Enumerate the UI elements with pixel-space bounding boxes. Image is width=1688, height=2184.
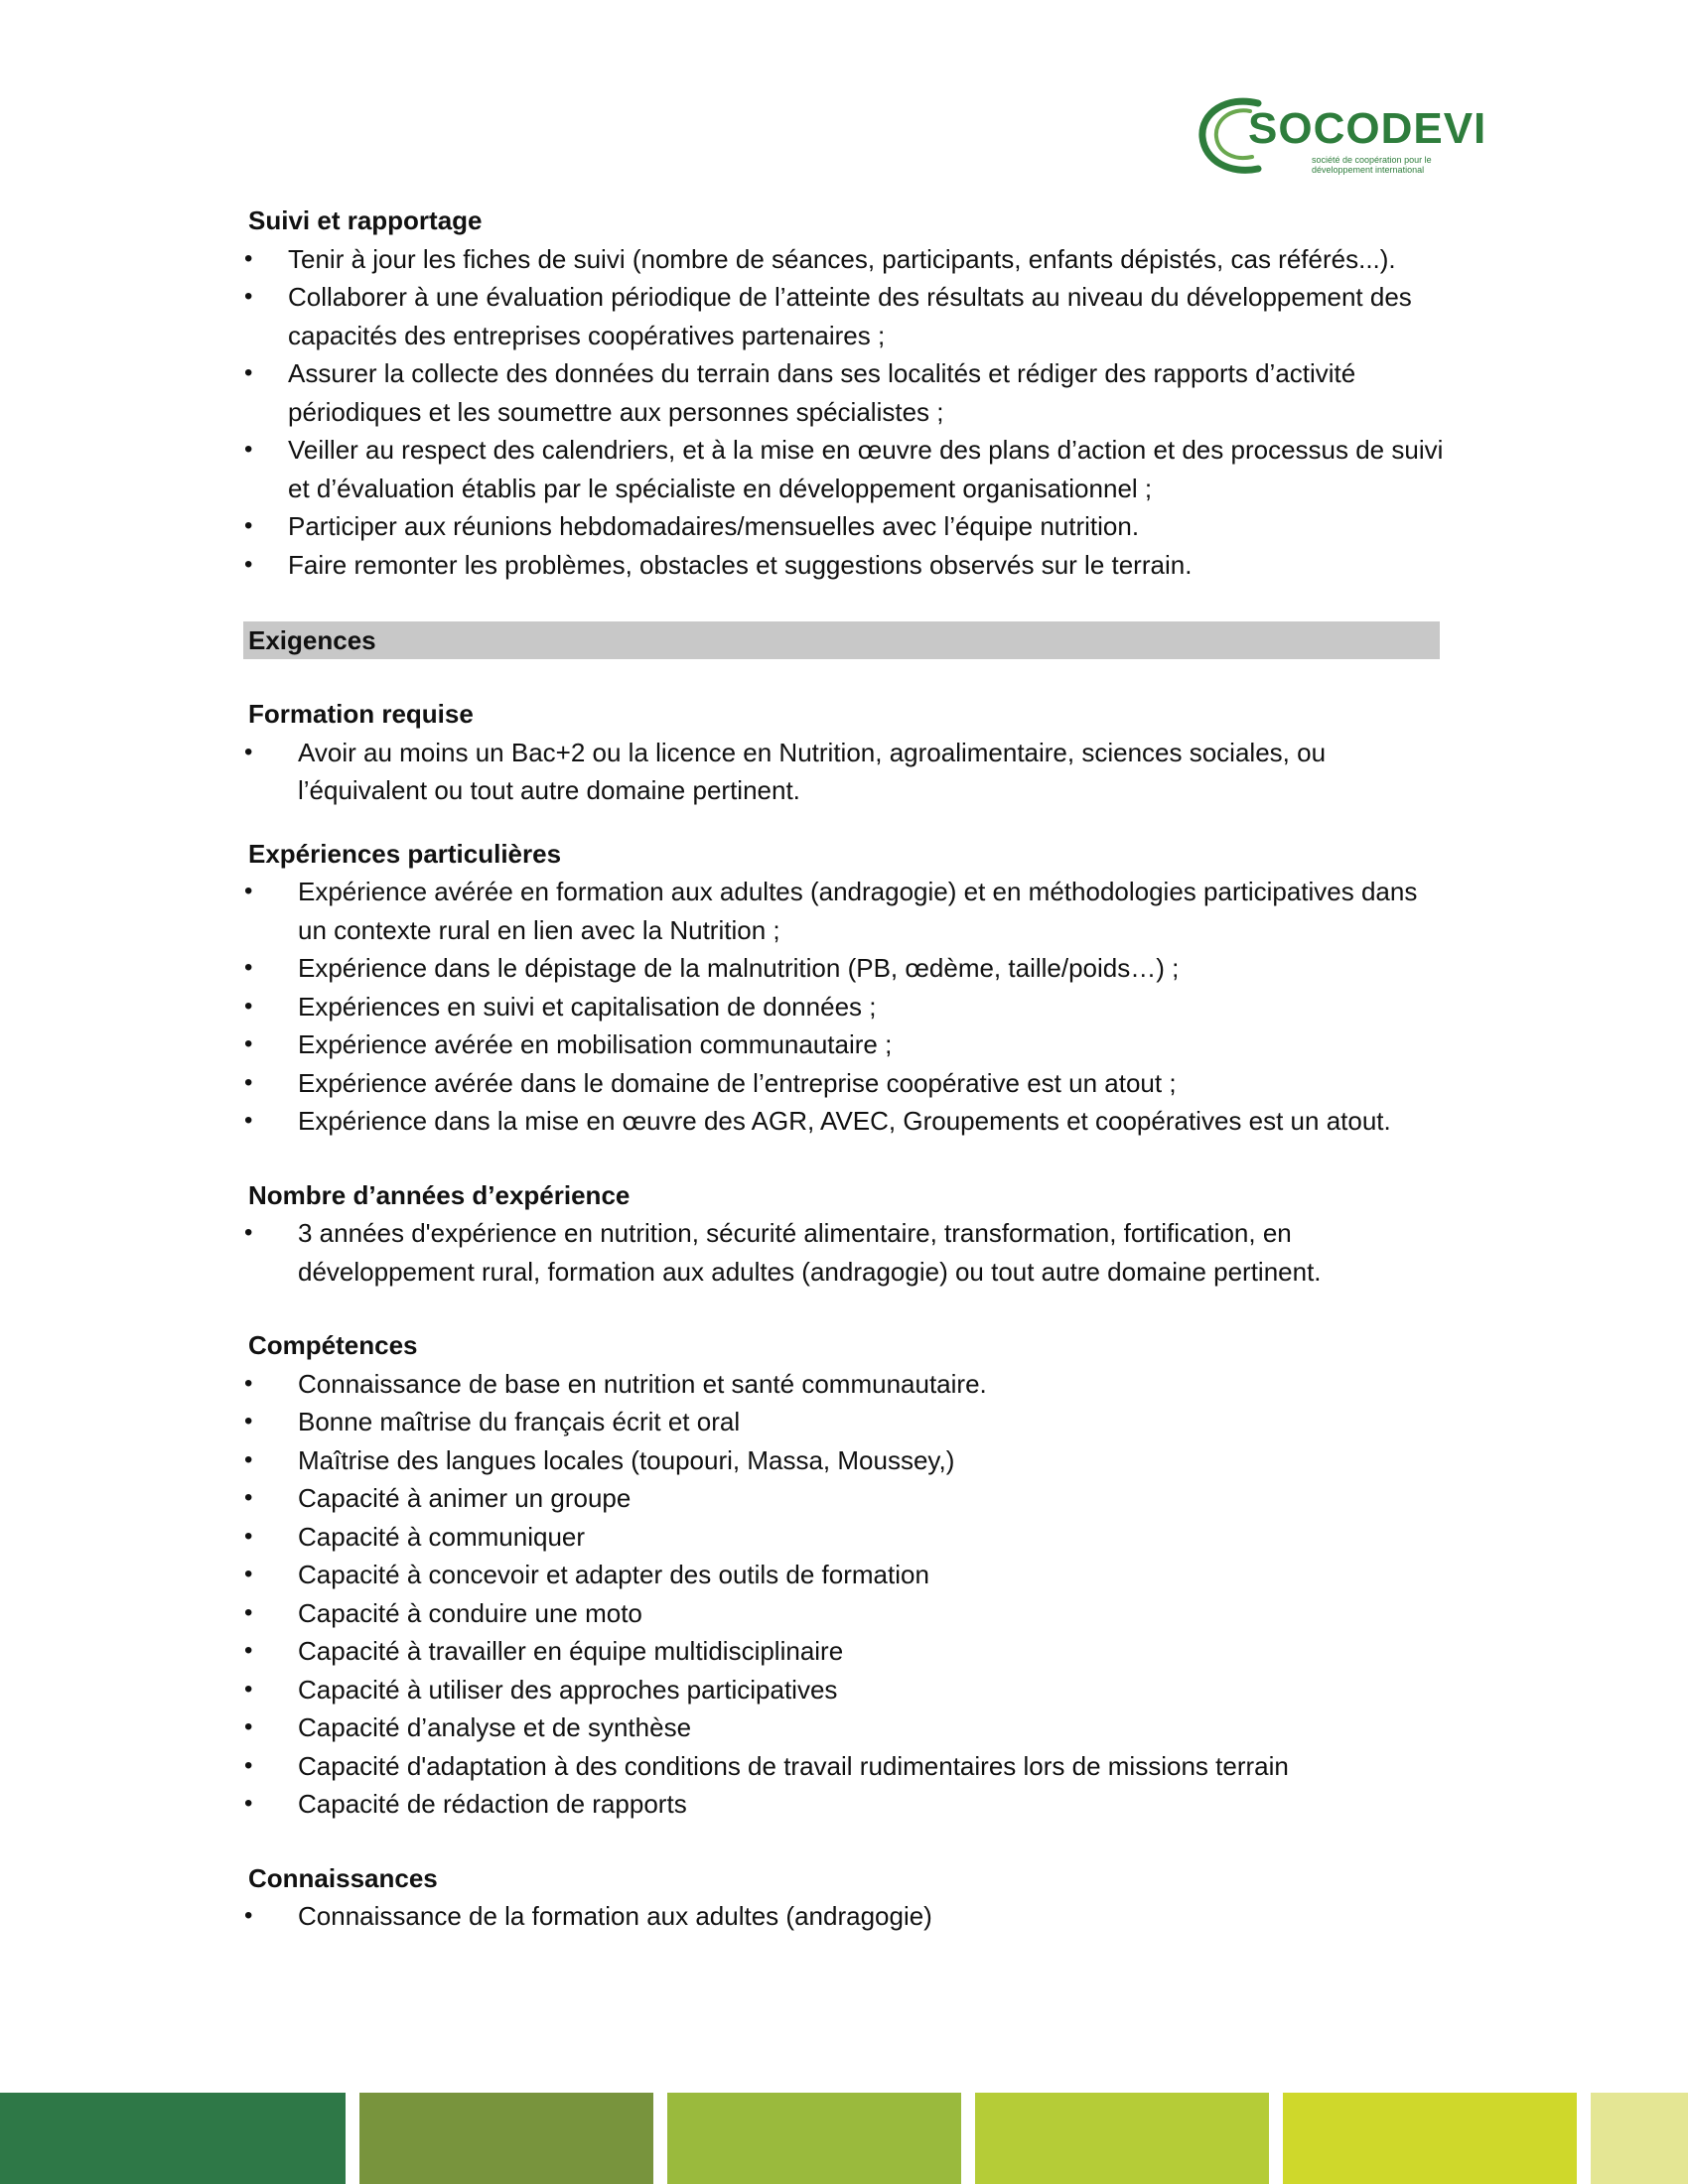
bullet-icon: • bbox=[244, 1408, 253, 1434]
list-item: • Bonne maîtrise du français écrit et oral bbox=[248, 1403, 1445, 1441]
list-item: • Expérience avérée en mobilisation communautaire ; bbox=[248, 1025, 1445, 1064]
bullet-icon: • bbox=[244, 1369, 253, 1397]
list-annees bbox=[244, 1214, 1445, 1291]
bullet-icon: • bbox=[244, 1713, 253, 1740]
bullet-icon: • bbox=[244, 1751, 253, 1779]
list-item: • Capacité à communiquer bbox=[248, 1518, 1445, 1557]
section-bar-exigences: Exigences bbox=[243, 621, 1440, 659]
list-item: • Capacité à utiliser des approches participatives bbox=[248, 1671, 1445, 1709]
list-item: • Connaissance de base en nutrition et santé communautaire. bbox=[248, 1365, 1445, 1404]
list-item: • Capacité à travailler en équipe multidisciplinaire bbox=[248, 1632, 1445, 1671]
list-item: • Capacité à animer un groupe bbox=[248, 1479, 1445, 1518]
bullet-icon: • bbox=[244, 1522, 253, 1550]
bullet-icon: • bbox=[244, 1219, 253, 1246]
bullet-icon: • bbox=[244, 878, 253, 904]
section-title-suivi: Suivi et rapportage bbox=[248, 205, 483, 235]
list-item: • Collaborer à une évaluation périodique de l’atteinte des résultats au niveau du développement des capacités des entreprises coopératives partenaires ; bbox=[248, 278, 1445, 354]
section-title-connaissances: Connaissances bbox=[248, 1862, 438, 1893]
list-item: • Assurer la collecte des données du terrain dans ses localités et rédiger des rapports d’activité périodiques et les soumettre aux personnes spécialistes ; bbox=[248, 354, 1445, 431]
bullet-icon: • bbox=[244, 1902, 253, 1929]
list-item: • 3 années d'expérience en nutrition, sécurité alimentaire, transformation, fortification, en développement rural, formation aux adultes (andragogie) ou tout autre domaine pertinent. bbox=[248, 1214, 1445, 1291]
bullet-icon: • bbox=[244, 1675, 253, 1703]
list-item: • Capacité de rédaction de rapports bbox=[248, 1785, 1445, 1824]
list-item: • Expérience avérée en formation aux adultes (andragogie) et en méthodologies participatives dans un contexte rural en lien avec la Nutrition ; bbox=[248, 873, 1445, 949]
logo-tagline: société de coopération pour le développement international bbox=[1312, 155, 1432, 175]
bullet-icon: • bbox=[244, 1598, 253, 1626]
footer-stripe bbox=[975, 2093, 1269, 2184]
footer-stripe bbox=[1591, 2093, 1688, 2184]
list-item: • Maîtrise des langues locales (toupouri, Massa, Moussey,) bbox=[248, 1441, 1445, 1480]
list-item: • Expérience dans la mise en œuvre des AGR, AVEC, Groupements et coopératives est un atout. bbox=[248, 1102, 1445, 1141]
list-item: • Expérience avérée dans le domaine de l’entreprise coopérative est un atout ; bbox=[248, 1064, 1445, 1103]
footer-stripe bbox=[1283, 2093, 1577, 2184]
list-suivi bbox=[244, 240, 1445, 585]
list-item: • Faire remonter les problèmes, obstacles et suggestions observés sur le terrain. bbox=[248, 546, 1445, 585]
list-item: • Expériences en suivi et capitalisation de données ; bbox=[248, 988, 1445, 1026]
bullet-icon: • bbox=[244, 283, 253, 310]
list-item: • Capacité d’analyse et de synthèse bbox=[248, 1708, 1445, 1747]
bullet-icon: • bbox=[244, 1107, 253, 1134]
bullet-icon: • bbox=[244, 1790, 253, 1817]
list-item: • Avoir au moins un Bac+2 ou la licence en Nutrition, agroalimentaire, sciences sociales, ou l’équivalent ou tout autre domaine pertinent. bbox=[248, 734, 1445, 810]
bullet-icon: • bbox=[244, 550, 253, 578]
list-formation bbox=[244, 734, 1445, 810]
list-item: • Expérience dans le dépistage de la malnutrition (PB, œdème, taille/poids…) ; bbox=[248, 949, 1445, 988]
list-competences bbox=[244, 1365, 1445, 1824]
section-title-formation: Formation requise bbox=[248, 699, 474, 729]
bullet-icon: • bbox=[244, 1561, 253, 1587]
section-title-competences: Compétences bbox=[248, 1330, 418, 1360]
bullet-icon: • bbox=[244, 512, 253, 539]
bullet-icon: • bbox=[244, 738, 253, 765]
bullet-icon: • bbox=[244, 1068, 253, 1096]
bullet-icon: • bbox=[244, 1030, 253, 1057]
bullet-icon: • bbox=[244, 436, 253, 463]
list-item: • Capacité d'adaptation à des conditions de travail rudimentaires lors de missions terrain bbox=[248, 1747, 1445, 1786]
document-body bbox=[244, 202, 1445, 1936]
section-title-annees: Nombre d’années d’expérience bbox=[248, 1179, 631, 1210]
bullet-icon: • bbox=[244, 1445, 253, 1473]
footer-stripe bbox=[0, 2093, 346, 2184]
footer-color-band bbox=[0, 2093, 1688, 2184]
list-item: • Capacité à conduire une moto bbox=[248, 1594, 1445, 1633]
list-item: • Capacité à concevoir et adapter des outils de formation bbox=[248, 1556, 1445, 1594]
footer-stripe bbox=[359, 2093, 653, 2184]
bullet-icon: • bbox=[244, 1637, 253, 1664]
footer-stripe bbox=[667, 2093, 961, 2184]
list-item: • Participer aux réunions hebdomadaires/mensuelles avec l’équipe nutrition. bbox=[248, 507, 1445, 546]
list-item: • Connaissance de la formation aux adultes (andragogie) bbox=[248, 1897, 1445, 1936]
list-item: • Tenir à jour les fiches de suivi (nombre de séances, participants, enfants dépistés, cas référés...). bbox=[248, 240, 1445, 279]
list-experiences bbox=[244, 873, 1445, 1141]
list-connaissances bbox=[244, 1897, 1445, 1936]
bullet-icon: • bbox=[244, 992, 253, 1020]
bullet-icon: • bbox=[244, 954, 253, 981]
socodevi-logo bbox=[1196, 95, 1487, 177]
bullet-icon: • bbox=[244, 244, 253, 272]
bullet-icon: • bbox=[244, 359, 253, 386]
list-item: • Veiller au respect des calendriers, et à la mise en œuvre des plans d’action et des processus de suivi et d’évaluation établis par le spécialiste en développement organisationnel ; bbox=[248, 431, 1445, 507]
section-title-experiences: Expériences particulières bbox=[248, 838, 562, 869]
bullet-icon: • bbox=[244, 1484, 253, 1511]
logo-wordmark: SOCODEVI bbox=[1248, 104, 1487, 153]
